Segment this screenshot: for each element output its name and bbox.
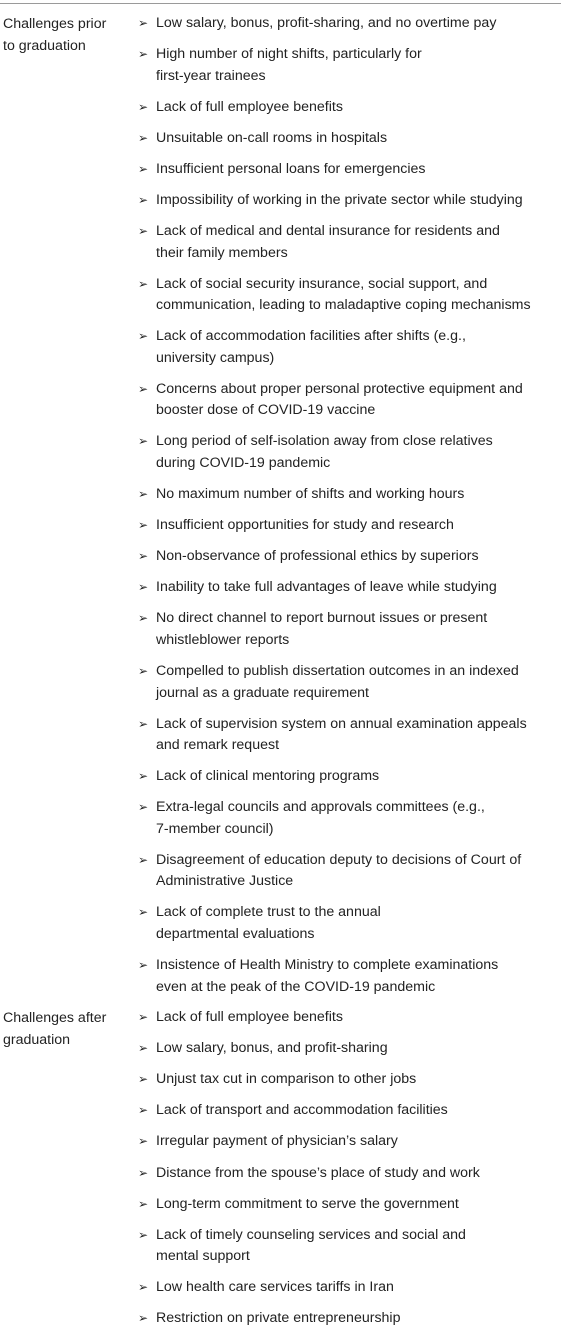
arrow-bullet-icon: ➢ xyxy=(138,580,149,595)
arrow-bullet-icon: ➢ xyxy=(138,958,149,973)
arrow-bullet-icon: ➢ xyxy=(138,16,149,30)
list-item-text: Extra-legal councils and approvals committees (e.g., 7-member council) xyxy=(156,799,485,837)
group-label: Challenges after graduation xyxy=(3,1010,107,1049)
list-item-text: Lack of full employee benefits xyxy=(156,98,343,115)
list-item-text: Insufficient personal loans for emergencies xyxy=(156,160,426,177)
list-item xyxy=(138,484,561,506)
list-item-text: Long period of self-isolation away from close relatives during COVID-19 pandemic xyxy=(156,433,493,471)
list-item xyxy=(138,955,561,998)
arrow-bullet-icon: ➢ xyxy=(138,1072,149,1087)
list-item xyxy=(138,221,561,264)
list-item-text: Non-observance of professional ethics by superiors xyxy=(156,548,479,565)
item-list xyxy=(138,4,561,1008)
list-item xyxy=(138,546,561,568)
list-item xyxy=(138,431,561,474)
arrow-bullet-icon: ➢ xyxy=(138,192,149,207)
arrow-bullet-icon: ➢ xyxy=(138,800,149,815)
arrow-bullet-icon: ➢ xyxy=(138,1165,149,1180)
list-item-text: Disagreement of education deputy to decisions of Court of Administrative Justice xyxy=(156,851,522,890)
list-item-text: Lack of accommodation facilities after shifts (e.g., university campus) xyxy=(156,328,466,366)
list-item-text: Lack of social security insurance, social support, and communication, leading to maladaptive coping mechanisms xyxy=(156,275,531,314)
arrow-bullet-icon: ➢ xyxy=(138,434,149,449)
list-item xyxy=(138,44,561,87)
list-item xyxy=(138,1007,561,1029)
arrow-bullet-icon: ➢ xyxy=(138,664,149,678)
list-item xyxy=(138,13,561,35)
list-item xyxy=(138,902,561,945)
challenges-table xyxy=(0,3,561,1340)
list-item-text: Long-term commitment to serve the government xyxy=(156,1195,459,1212)
list-item-text: Concerns about proper personal protective equipment and booster dose of COVID-19 vaccine xyxy=(156,380,523,419)
group-label: Challenges prior to graduation xyxy=(3,16,107,54)
arrow-bullet-icon: ➢ xyxy=(138,1041,149,1056)
list-item-text: Low salary, bonus, and profit-sharing xyxy=(156,1040,388,1057)
arrow-bullet-icon: ➢ xyxy=(138,161,149,176)
list-item-text: Insufficient opportunities for study and research xyxy=(156,517,454,534)
list-item xyxy=(138,1069,561,1091)
list-item-text: Unjust tax cut in comparison to other jobs xyxy=(156,1071,417,1088)
list-item xyxy=(138,274,561,317)
arrow-bullet-icon: ➢ xyxy=(138,1134,149,1149)
list-item-text: Inability to take full advantages of leave while studying xyxy=(156,579,497,596)
list-item-text: Lack of full employee benefits xyxy=(156,1009,343,1026)
list-item xyxy=(138,190,561,212)
arrow-bullet-icon: ➢ xyxy=(138,1227,149,1242)
arrow-bullet-icon: ➢ xyxy=(138,381,149,396)
list-item xyxy=(138,1163,561,1185)
list-item xyxy=(138,1194,561,1216)
arrow-bullet-icon: ➢ xyxy=(138,769,149,784)
arrow-bullet-icon: ➢ xyxy=(138,276,149,291)
arrow-bullet-icon: ➢ xyxy=(138,1103,149,1118)
list-item xyxy=(138,379,561,422)
list-item xyxy=(138,661,561,704)
list-item-text: Restriction on private entrepreneurship xyxy=(156,1310,401,1327)
arrow-bullet-icon: ➢ xyxy=(138,518,149,533)
list-item xyxy=(138,1038,561,1060)
list-item xyxy=(138,326,561,369)
list-item-text: Lack of clinical mentoring programs xyxy=(156,768,380,785)
list-item-text: Compelled to publish dissertation outcomes in an indexed journal as a graduate requirement xyxy=(156,663,519,701)
list-item xyxy=(138,97,561,119)
list-item-text: Lack of transport and accommodation facilities xyxy=(156,1102,448,1119)
list-item-text: Lack of timely counseling services and social and mental support xyxy=(156,1226,466,1265)
list-item xyxy=(138,577,561,599)
arrow-bullet-icon: ➢ xyxy=(138,549,149,564)
arrow-bullet-icon: ➢ xyxy=(138,1010,149,1025)
list-item xyxy=(138,128,561,150)
arrow-bullet-icon: ➢ xyxy=(138,130,149,145)
list-item xyxy=(138,1225,561,1268)
group-prior-to-graduation xyxy=(0,4,561,1008)
arrow-bullet-icon: ➢ xyxy=(138,224,149,239)
item-list xyxy=(138,998,561,1339)
arrow-bullet-icon: ➢ xyxy=(138,611,149,626)
list-item xyxy=(138,1277,561,1299)
list-item-text: Insistence of Health Ministry to complete examinations even at the peak of the COVID-19 pandemic xyxy=(156,957,499,995)
arrow-bullet-icon: ➢ xyxy=(138,329,149,344)
arrow-bullet-icon: ➢ xyxy=(138,1196,149,1211)
list-item xyxy=(138,1100,561,1122)
arrow-bullet-icon: ➢ xyxy=(138,487,149,502)
arrow-bullet-icon: ➢ xyxy=(138,852,149,867)
list-item-text: Distance from the spouse’s place of study and work xyxy=(156,1164,480,1181)
list-item xyxy=(138,1308,561,1330)
list-item-text: Lack of supervision system on annual examination appeals and remark request xyxy=(156,715,527,754)
list-item-text: Lack of complete trust to the annual departmental evaluations xyxy=(156,904,381,942)
list-item-text: Irregular payment of physician’s salary xyxy=(156,1133,398,1150)
arrow-bullet-icon: ➢ xyxy=(138,716,149,731)
list-item-text: Lack of medical and dental insurance for residents and their family members xyxy=(156,223,500,261)
list-item xyxy=(138,1131,561,1153)
list-item xyxy=(138,850,561,893)
list-item-text: High number of night shifts, particularly for first-year trainees xyxy=(156,46,422,84)
list-item xyxy=(138,515,561,537)
list-item xyxy=(138,159,561,181)
list-item xyxy=(138,608,561,651)
arrow-bullet-icon: ➢ xyxy=(138,99,149,114)
list-item xyxy=(138,714,561,757)
list-item-text: Unsuitable on-call rooms in hospitals xyxy=(156,129,388,146)
list-item xyxy=(138,797,561,840)
arrow-bullet-icon: ➢ xyxy=(138,1311,149,1326)
arrow-bullet-icon: ➢ xyxy=(138,47,149,62)
list-item-text: Low health care services tariffs in Iran xyxy=(156,1279,394,1296)
group-after-graduation xyxy=(0,998,561,1339)
list-item-text: Impossibility of working in the private sector while studying xyxy=(156,191,523,208)
list-item-text: No maximum number of shifts and working hours xyxy=(156,486,465,503)
arrow-bullet-icon: ➢ xyxy=(138,1280,149,1295)
list-item-text: Low salary, bonus, profit-sharing, and no overtime pay xyxy=(156,15,497,31)
arrow-bullet-icon: ➢ xyxy=(138,905,149,920)
list-item xyxy=(138,766,561,788)
list-item-text: No direct channel to report burnout issues or present whistleblower reports xyxy=(156,610,488,648)
